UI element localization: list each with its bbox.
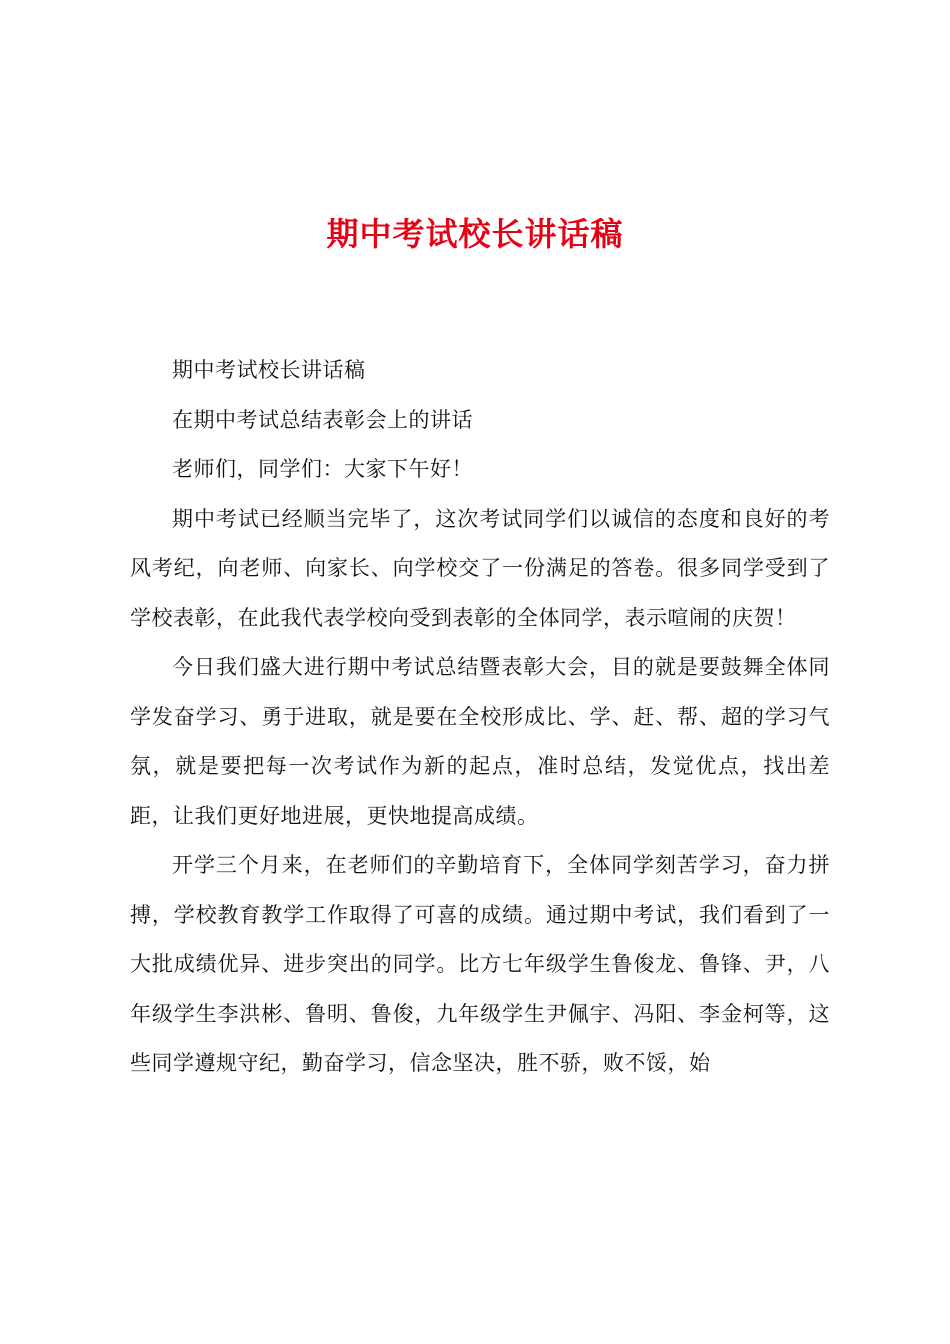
paragraph: 开学三个月来，在老师们的辛勤培育下，全体同学刻苦学习，奋力拼搏，学校教育教学工作取得了可喜的成绩。通过期中考试，我们看到了一大批成绩优异、进步突出的同学。比方七年级学生鲁俊龙、鲁锋、尹，八年级学生李洪彬、鲁明、鲁俊，九年级学生尹佩宇、冯阳、李金柯等，这些同学遵规守纪，勤奋学习，信念坚决，胜不骄，败不馁，始 bbox=[130, 853, 830, 1075]
document-body bbox=[130, 346, 830, 1089]
paragraph-subtitle: 在期中考试总结表彰会上的讲话 bbox=[172, 407, 473, 432]
paragraph-heading: 期中考试校长讲话稿 bbox=[172, 358, 366, 382]
paragraph-greeting: 老师们，同学们：大家下午好！ bbox=[172, 457, 473, 481]
paragraph: 期中考试已经顺当完毕了，这次考试同学们以诚信的态度和良好的考风考纪，向老师、向家长、向学校交了一份满足的答卷。很多同学受到了学校表彰，在此我代表学校向受到表彰的全体同学，表示喧闹的庆贺！ bbox=[130, 506, 830, 630]
document-title: 期中考试校长讲话稿 bbox=[326, 215, 624, 253]
paragraph: 今日我们盛大进行期中考试总结暨表彰大会，目的就是要鼓舞全体同学发奋学习、勇于进取，就是要在全校形成比、学、赶、帮、超的学习气氛，就是要把每一次考试作为新的起点，准时总结，发觉优点，找出差距，让我们更好地进展，更快地提高成绩。 bbox=[130, 655, 830, 828]
